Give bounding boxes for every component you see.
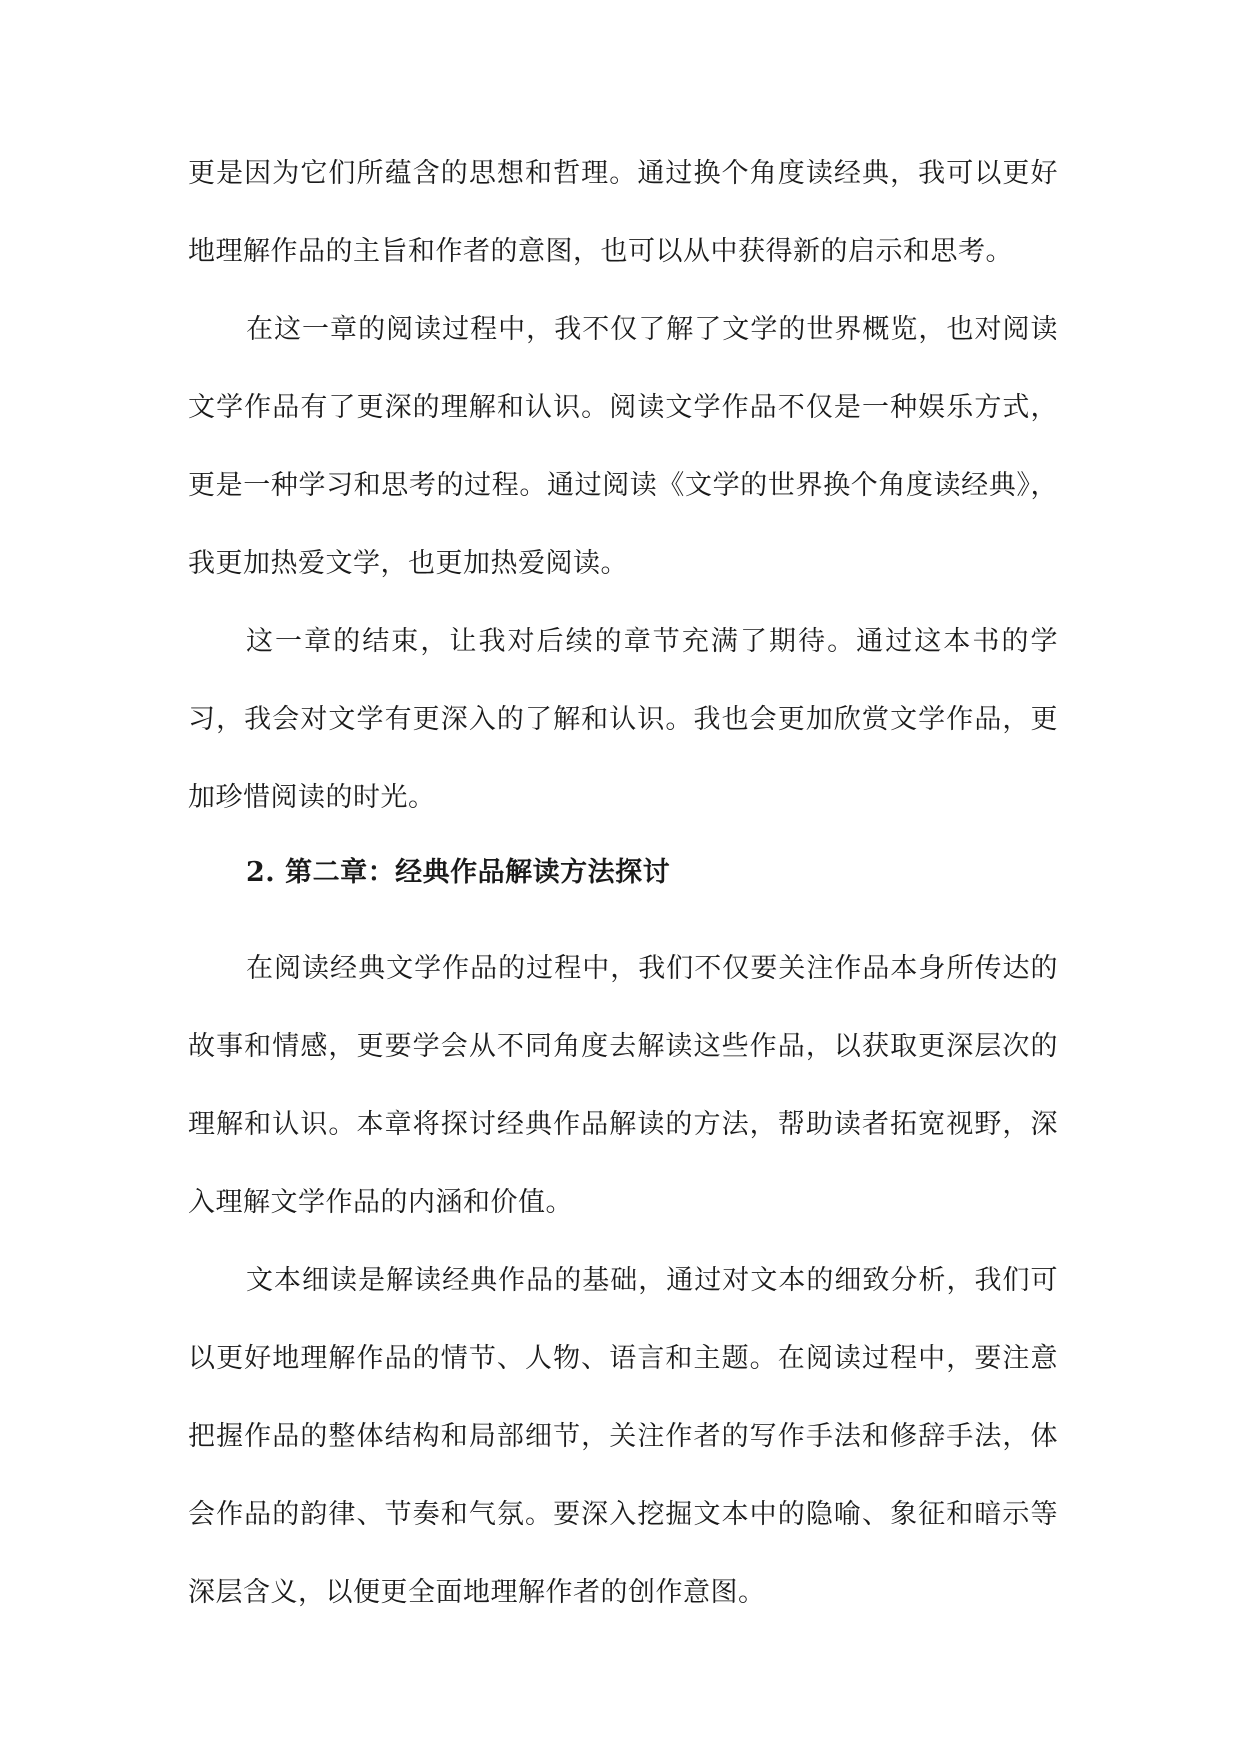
- paragraph-text: 在阅读经典文学作品的过程中，我们不仅要关注作品本身所传达的故事和情感，更要学会从不同角度去解读这些作品，以获取更深层次的理解和认识。本章将探讨经典作品解读的方法，帮助读者拓宽视野，深入理解文学作品的内涵和价值。: [188, 953, 1058, 1218]
- paragraph-intro-2: [188, 291, 1058, 603]
- section-heading: 2. 第二章：经典作品解读方法探讨: [246, 857, 671, 888]
- paragraph-section-1: [188, 930, 1058, 1242]
- paragraph-text: 文本细读是解读经典作品的基础，通过对文本的细致分析，我们可以更好地理解作品的情节、人物、语言和主题。在阅读过程中，要注意把握作品的整体结构和局部细节，关注作者的写作手法和修辞手法，体会作品的韵律、节奏和气氛。要深入挖掘文本中的隐喻、象征和暗示等深层含义，以便更全面地理解作者的创作意图。: [188, 1265, 1058, 1608]
- paragraph-text: 更是因为它们所蕴含的思想和哲理。通过换个角度读经典，我可以更好地理解作品的主旨和作者的意图，也可以从中获得新的启示和思考。: [188, 158, 1058, 267]
- paragraph-text: 在这一章的阅读过程中，我不仅了解了文学的世界概览，也对阅读文学作品有了更深的理解和认识。阅读文学作品不仅是一种娱乐方式，更是一种学习和思考的过程。通过阅读《文学的世界换个角度读经典》，我更加热爱文学，也更加热爱阅读。: [188, 314, 1058, 579]
- paragraph-intro-1: [188, 135, 1058, 291]
- paragraph-text: 这一章的结束，让我对后续的章节充满了期待。通过这本书的学习，我会对文学有更深入的了解和认识。我也会更加欣赏文学作品，更加珍惜阅读的时光。: [188, 626, 1058, 813]
- paragraph-intro-3: [188, 603, 1058, 837]
- paragraph-section-2: [188, 1242, 1058, 1632]
